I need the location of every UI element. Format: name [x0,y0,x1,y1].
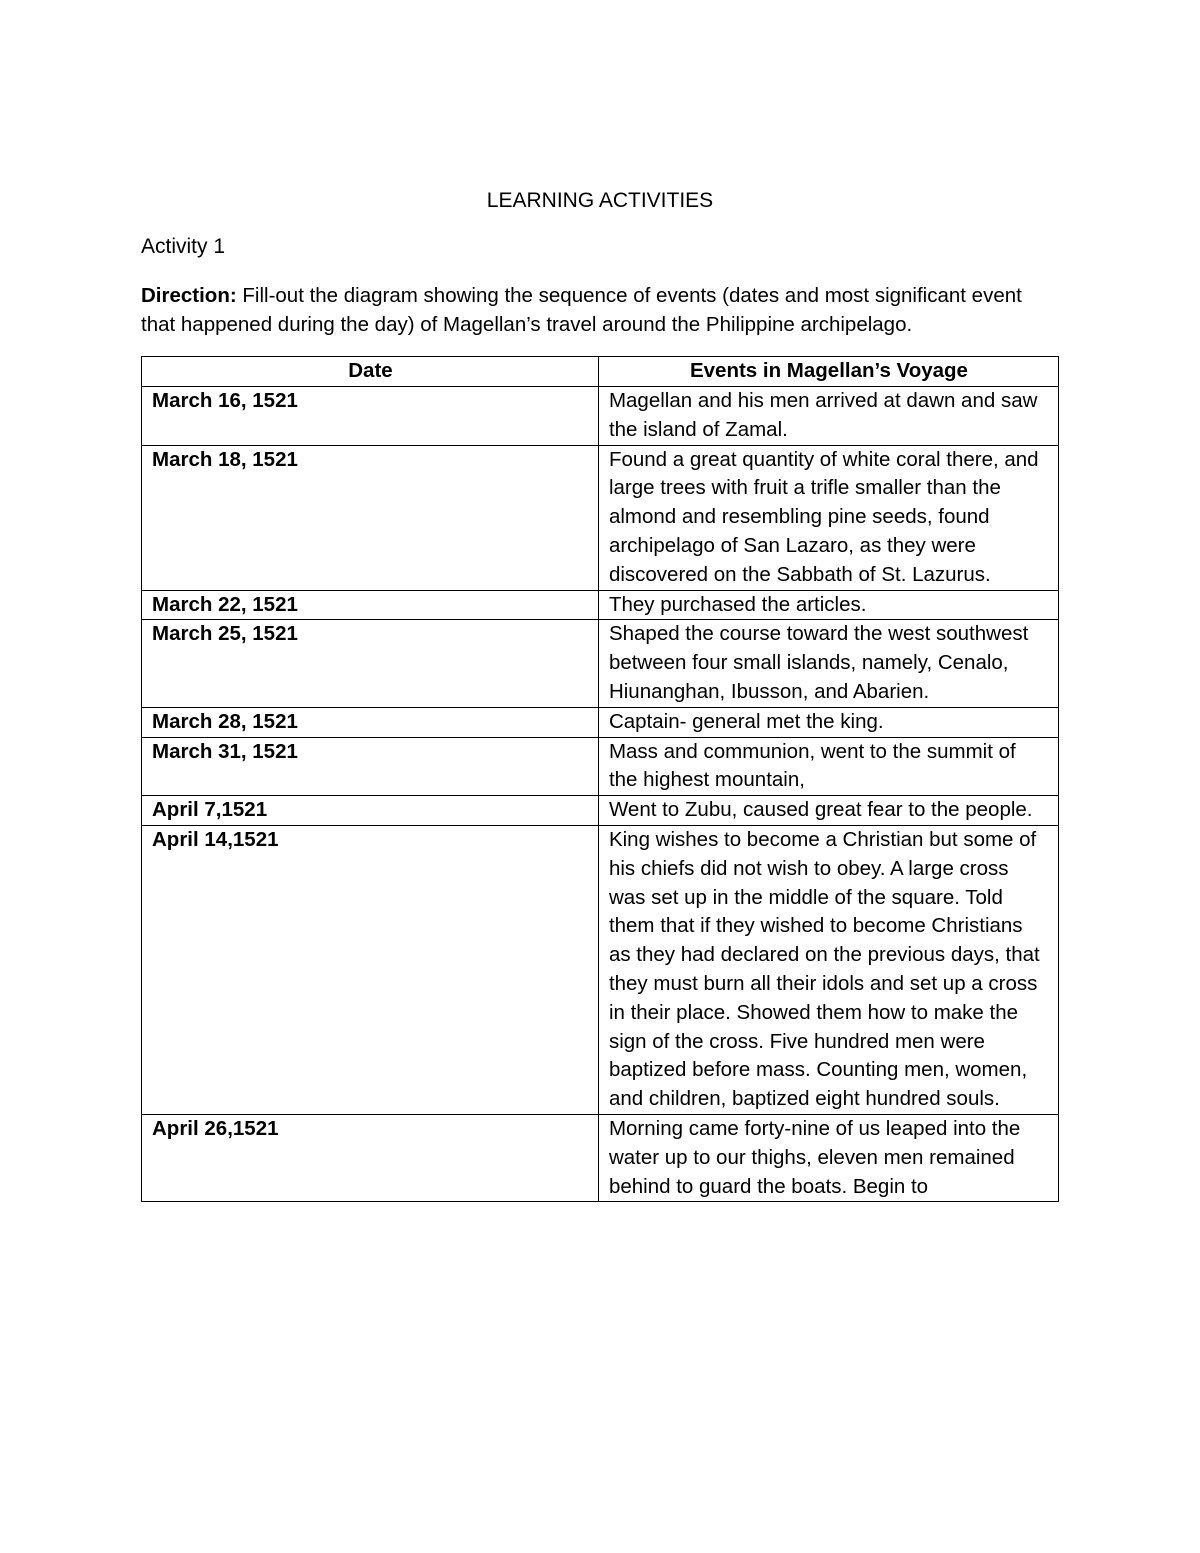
date-cell: March 22, 1521 [142,590,599,620]
table-row [142,825,1059,1114]
event-cell: Morning came forty-nine of us leaped into the water up to our thighs, eleven men remained behind to guard the boats. Begin to [598,1114,1058,1201]
event-cell: They purchased the articles. [598,590,1058,620]
date-cell: March 16, 1521 [142,387,599,446]
date-cell: March 28, 1521 [142,707,599,737]
date-cell: March 25, 1521 [142,620,599,707]
table-row [142,796,1059,826]
direction-text: Fill-out the diagram showing the sequence of events (dates and most significant event that happened during the day) of Magellan’s travel around the Philippine archipelago. [141,284,1022,336]
event-cell: Went to Zubu, caused great fear to the people. [598,796,1058,826]
events-column-header: Events in Magellan’s Voyage [598,357,1058,387]
event-cell: Found a great quantity of white coral there, and large trees with fruit a trifle smaller than the almond and resembling pine seeds, found archipelago of San Lazaro, as they were discovered on the Sabbath of St. Lazurus. [598,445,1058,590]
event-cell: Captain- general met the king. [598,707,1058,737]
table-row [142,1114,1059,1201]
table-row [142,620,1059,707]
table-row [142,590,1059,620]
page-title: LEARNING ACTIVITIES [486,189,714,212]
event-cell: Magellan and his men arrived at dawn and saw the island of Zamal. [598,387,1058,446]
direction-paragraph [141,281,1061,339]
date-cell: April 14,1521 [142,825,599,1114]
table-row [142,387,1059,446]
activity-heading: Activity 1 [141,235,226,258]
date-column-header: Date [142,357,599,387]
date-cell: March 31, 1521 [142,737,599,796]
direction-label: Direction: [141,284,237,307]
event-cell: Shaped the course toward the west southwest between four small islands, namely, Cenalo, Hiunanghan, Ibusson, and Abarien. [598,620,1058,707]
table-header-row [142,357,1059,387]
date-cell: March 18, 1521 [142,445,599,590]
event-cell: Mass and communion, went to the summit of the highest mountain, [598,737,1058,796]
date-cell: April 26,1521 [142,1114,599,1201]
table-row [142,445,1059,590]
date-cell: April 7,1521 [142,796,599,826]
table-row [142,707,1059,737]
events-table [141,356,1059,1202]
table-row [142,737,1059,796]
event-cell: King wishes to become a Christian but some of his chiefs did not wish to obey. A large cross was set up in the middle of the square. Told them that if they wished to become Christians as they had declared on the previous days, that they must burn all their idols and set up a cross in their place. Showed them how to make the sign of the cross. Five hundred men were baptized before mass. Counting men, women, and children, baptized eight hundred souls. [598,825,1058,1114]
